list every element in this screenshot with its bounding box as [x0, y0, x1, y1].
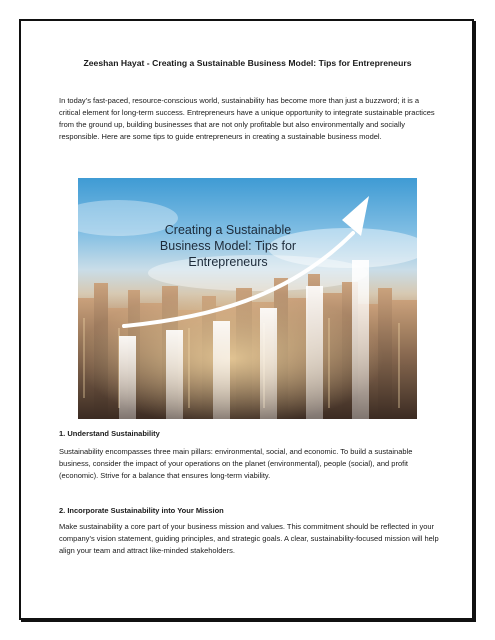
hero-caption [148, 222, 308, 270]
hero-caption-line: Business Model: Tips for [159, 239, 297, 253]
section-heading: 2. Incorporate Sustainability into Your Mission [59, 506, 224, 515]
hero-caption-line: Creating a Sustainable [164, 223, 292, 237]
section-body: Make sustainability a core part of your business mission and values. This commitment should be reflected in your company’s vision statement, guiding principles, and strategic goals. A clear, sustainability-focused mission will help align your team and attract like-minded stakeholders. [59, 522, 439, 556]
section-heading: 1. Understand Sustainability [59, 429, 160, 438]
hero-caption-line: Entrepreneurs [188, 255, 268, 269]
hero-illustration [78, 178, 417, 419]
document-title: Zeeshan Hayat - Creating a Sustainable Business Model: Tips for Entrepreneurs [83, 58, 412, 68]
section-body: Sustainability encompasses three main pillars: environmental, social, and economic. To build a sustainable business, consider the impact of your operations on the planet (environmental), people (social), and profit (economic). Strive for a balance that ensures long-term viability. [59, 447, 413, 481]
hero-image [78, 178, 417, 419]
intro-paragraph: In today’s fast-paced, resource-conscious world, sustainability has become more than just a buzzword; it is a critical element for long-term success. Entrepreneurs have a unique opportunity to integrate sustainable practices from the ground up, building businesses that are not only profitable but also environmentally and socially responsible. Here are some tips to guide entrepreneurs in creating a sustainable business model. [59, 96, 435, 142]
